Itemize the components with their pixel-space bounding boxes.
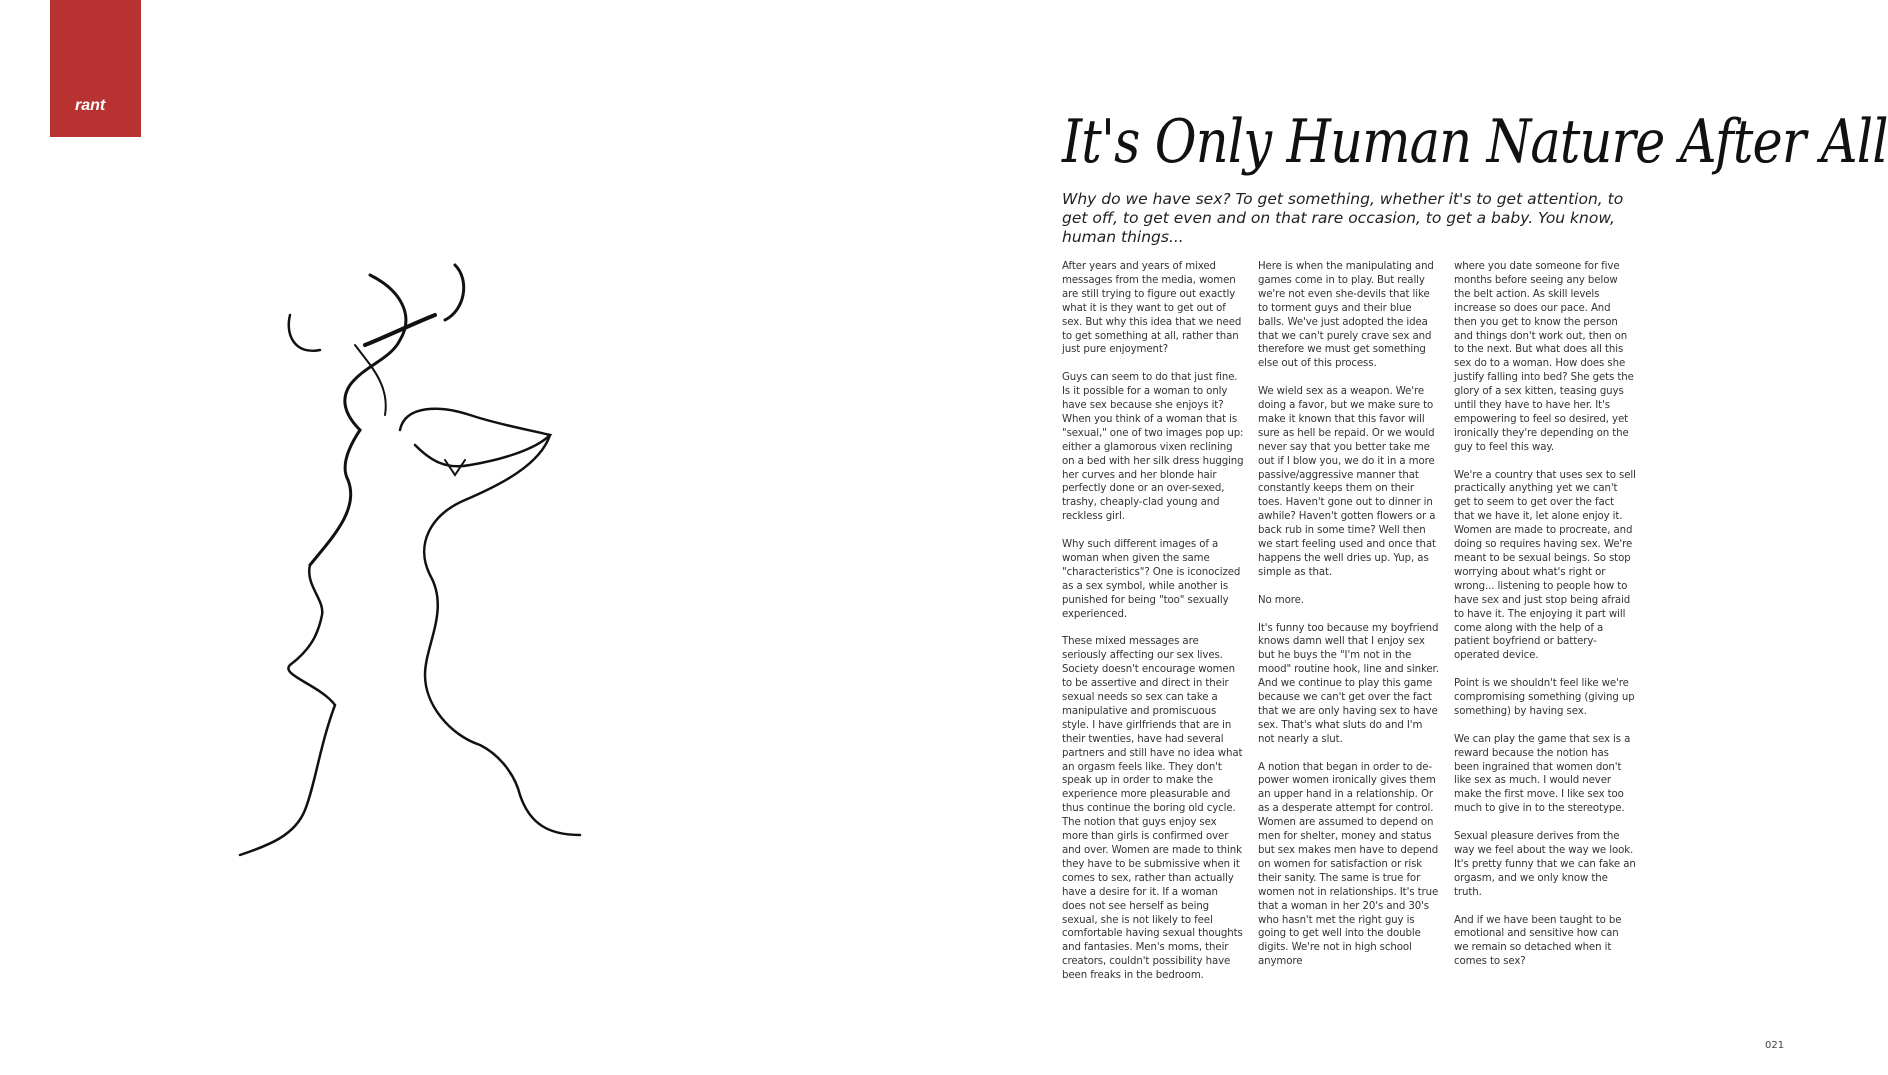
article-column-1	[1062, 260, 1244, 997]
paragraph: Point is we shouldn't feel like we're compromising something (giving up something) by having sex.	[1454, 678, 1635, 717]
paragraph: Sexual pleasure derives from the way we feel about the way we look. It's pretty funny that we can fake an orgasm, and we only know the truth.	[1454, 831, 1636, 898]
paragraph: where you date someone for five months before seeing any below the belt action. As skill levels increase so does our pace. And then you get to know the person and things don't work out, then on to the next. But what does all this sex do to a woman. How does she justify falling into bed? She gets the glory of a sex kitten, teasing guys until they have to have her. It's empowering to feel so desired, yet ironically they're depending on the guy to feel this way.	[1454, 261, 1634, 453]
paragraph: These mixed messages are seriously affecting our sex lives. Society doesn't encourage women to be assertive and direct in their sexual needs so sex can take a manipulative and promiscuous style. I have girlfriends that are in their twenties, have had several partners and still have no idea what an orgasm feels like. They don't speak up in order to make the experience more pleasurable and thus continue the boring old cycle. The notion that guys enjoy sex more than girls is confirmed over and over. Women are made to think they have to be submissive when it comes to sex, rather than actually have a desire for it. If a woman does not see herself as being sexual, she is not likely to feel comfortable having sexual thoughts and fantasies. Men's moms, their creators, couldn't possibility have been freaks in the bedroom.	[1062, 636, 1243, 982]
line-art-kiss-icon	[250, 265, 630, 855]
paragraph: No more.	[1258, 594, 1304, 606]
paragraph: Guys can seem to do that just fine. Is it possible for a woman to only have sex because she enjoys it? When you think of a woman that is "sexual," one of two images pop up: either a glamorous vixen reclining on a bed with her silk dress hugging her curves and her blonde hair perfectly done or an over-sexed, trashy, cheaply-clad young and reckless girl.	[1062, 372, 1244, 523]
paragraph: It's funny too because my boyfriend knows damn well that I enjoy sex but he buys the "I'm not in the mood" routine hook, line and sinker. And we continue to play this game because we can't get over the fact that we are only having sex to have sex. That's what sluts do and I'm not nearly a slut.	[1258, 622, 1439, 745]
paragraph: A notion that began in order to de-power women ironically gives them an upper hand in a relationship. Or as a desperate attempt for control. Women are assumed to depend on men for shelter, money and status but sex makes men have to depend on women for satisfaction or risk their sanity. The same is true for women not in relationships. It's true that a woman in her 20's and 30's who hasn't met the right guy is going to get well into the double digits. We're not in high school anymore	[1258, 761, 1439, 968]
section-tag	[50, 0, 141, 137]
paragraph: We can play the game that sex is a reward because the notion has been ingrained that women don't like sex as much. I would never make the first move. I like sex too much to give in to the stereotype.	[1454, 733, 1631, 815]
article-column-3	[1454, 260, 1636, 983]
paragraph: We're a country that uses sex to sell practically anything yet we can't get to seem to get over the fact that we have it, let alone enjoy it. Women are made to procreate, and doing so requires having sex. We're meant to be sexual beings. So stop worrying about what's right or wrong... listening to people how to have sex and just stop being afraid to have it. The enjoying it part will come along with the help of a patient boyfriend or battery-operated device.	[1454, 469, 1636, 662]
paragraph: And if we have been taught to be emotional and sensitive how can we remain so detached when it comes to sex?	[1454, 914, 1622, 968]
article-subtitle: Why do we have sex? To get something, whether it's to get attention, to get off, to get even and on that rare occasion, to get a baby. You know, human things...	[1062, 190, 1624, 246]
article-column-2	[1258, 260, 1440, 983]
paragraph: Here is when the manipulating and games come in to play. But really we're not even she-devils that like to torment guys and their blue balls. We've just adopted the idea that we can't purely crave sex and therefore we must get something else out of this process.	[1258, 261, 1434, 370]
paragraph: We wield sex as a weapon. We're doing a favor, but we make sure to make it known that this favor will sure as hell be repaid. Or we would never say that you better take me out if I blow you, we do it in a more passive/aggressive manner that constantly keeps them on their toes. Haven't gone out to dinner in awhile? Haven't gotten flowers or a back rub in some time? Well then we start feeling used and once that happens the well dries up. Yup, as simple as that.	[1258, 386, 1436, 578]
page-number: 021	[1765, 1040, 1785, 1051]
paragraph: After years and years of mixed messages from the media, women are still trying to figure out exactly what it is they want to get out of sex. But why this idea that we need to get something at all, rather than just pure enjoyment?	[1062, 261, 1242, 356]
article-title: It's Only Human Nature After All	[1062, 107, 1888, 177]
section-tag-label: rant	[75, 97, 106, 114]
paragraph: Why such different images of a woman when given the same "characteristics"? One is iconocized as a sex symbol, while another is punished for being "too" sexually experienced.	[1062, 539, 1241, 620]
